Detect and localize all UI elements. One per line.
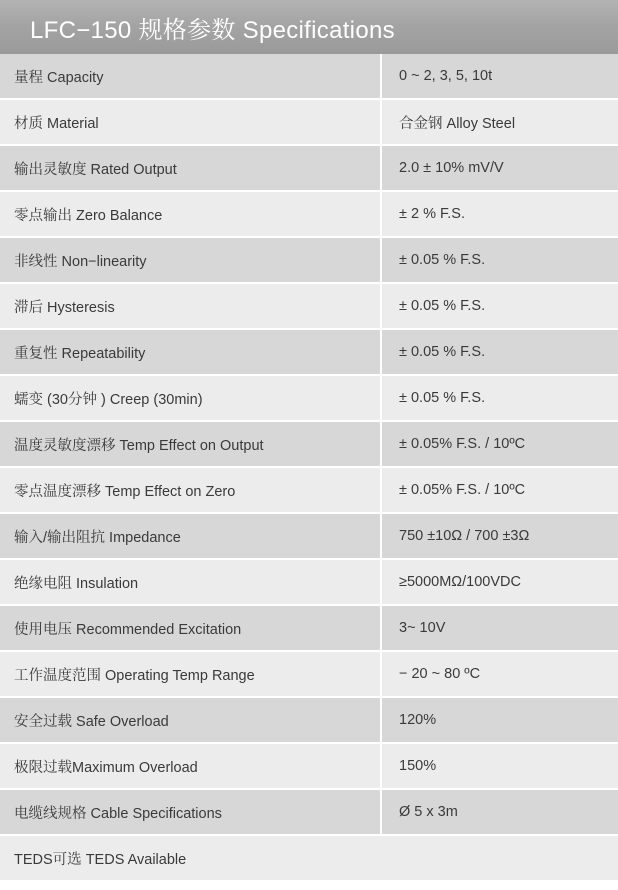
- spec-parameter-label: 重复性 Repeatability: [0, 329, 381, 375]
- table-row: [0, 697, 618, 743]
- table-row: [0, 145, 618, 191]
- spec-parameter-label: 滞后 Hysteresis: [0, 283, 381, 329]
- spec-parameter-label: 极限过载Maximum Overload: [0, 743, 381, 789]
- spec-parameter-label: 蠕变 (30分钟 ) Creep (30min): [0, 375, 381, 421]
- spec-parameter-value: ± 0.05% F.S. / 10ºC: [381, 467, 618, 513]
- spec-parameter-value: 2.0 ± 10% mV/V: [381, 145, 618, 191]
- table-row: [0, 835, 618, 880]
- spec-parameter-value: Ø 5 x 3m: [381, 789, 618, 835]
- spec-parameter-value: 合金钢 Alloy Steel: [381, 99, 618, 145]
- spec-parameter-label: 工作温度范围 Operating Temp Range: [0, 651, 381, 697]
- spec-parameter-value: ≥5000MΩ/100VDC: [381, 559, 618, 605]
- table-row: [0, 191, 618, 237]
- table-row: [0, 467, 618, 513]
- spec-parameter-label: 量程 Capacity: [0, 54, 381, 99]
- table-row: [0, 605, 618, 651]
- spec-parameter-label: 使用电压 Recommended Excitation: [0, 605, 381, 651]
- spec-parameter-value: 0 ~ 2, 3, 5, 10t: [381, 54, 618, 99]
- spec-parameter-value: 150%: [381, 743, 618, 789]
- table-row: [0, 559, 618, 605]
- spec-parameter-value: ± 0.05 % F.S.: [381, 375, 618, 421]
- spec-parameter-label: 电缆线规格 Cable Specifications: [0, 789, 381, 835]
- table-row: [0, 54, 618, 99]
- table-row: [0, 421, 618, 467]
- spec-parameter-value: ± 0.05 % F.S.: [381, 283, 618, 329]
- spec-parameter-value: 3~ 10V: [381, 605, 618, 651]
- spec-parameter-label: 零点输出 Zero Balance: [0, 191, 381, 237]
- table-row: [0, 329, 618, 375]
- spec-parameter-value: 750 ±10Ω / 700 ±3Ω: [381, 513, 618, 559]
- spec-parameter-value: ± 0.05 % F.S.: [381, 329, 618, 375]
- table-row: [0, 651, 618, 697]
- spec-parameter-value: ± 2 % F.S.: [381, 191, 618, 237]
- spec-parameter-label: 输出灵敏度 Rated Output: [0, 145, 381, 191]
- spec-parameter-value: − 20 ~ 80 ºC: [381, 651, 618, 697]
- sheet-header: [0, 0, 618, 54]
- spec-parameter-value: ± 0.05 % F.S.: [381, 237, 618, 283]
- spec-parameter-label: 安全过载 Safe Overload: [0, 697, 381, 743]
- spec-parameter-value: 120%: [381, 697, 618, 743]
- spec-parameter-label: 材质 Material: [0, 99, 381, 145]
- spec-parameter-label: 绝缘电阻 Insulation: [0, 559, 381, 605]
- specifications-table-body: [0, 54, 618, 880]
- spec-parameter-label: 温度灵敏度漂移 Temp Effect on Output: [0, 421, 381, 467]
- spec-parameter-label: 输入/输出阻抗 Impedance: [0, 513, 381, 559]
- table-row: [0, 99, 618, 145]
- table-row: [0, 743, 618, 789]
- specifications-table: [0, 54, 618, 880]
- table-row: [0, 789, 618, 835]
- table-row: [0, 283, 618, 329]
- table-row: [0, 375, 618, 421]
- table-row: [0, 237, 618, 283]
- spec-parameter-label: 非线性 Non−linearity: [0, 237, 381, 283]
- page-title: LFC−150 规格参数 Specifications: [30, 16, 395, 44]
- spec-parameter-label: TEDS可选 TEDS Available: [0, 835, 618, 880]
- table-row: [0, 513, 618, 559]
- spec-parameter-value: ± 0.05% F.S. / 10ºC: [381, 421, 618, 467]
- spec-parameter-label: 零点温度漂移 Temp Effect on Zero: [0, 467, 381, 513]
